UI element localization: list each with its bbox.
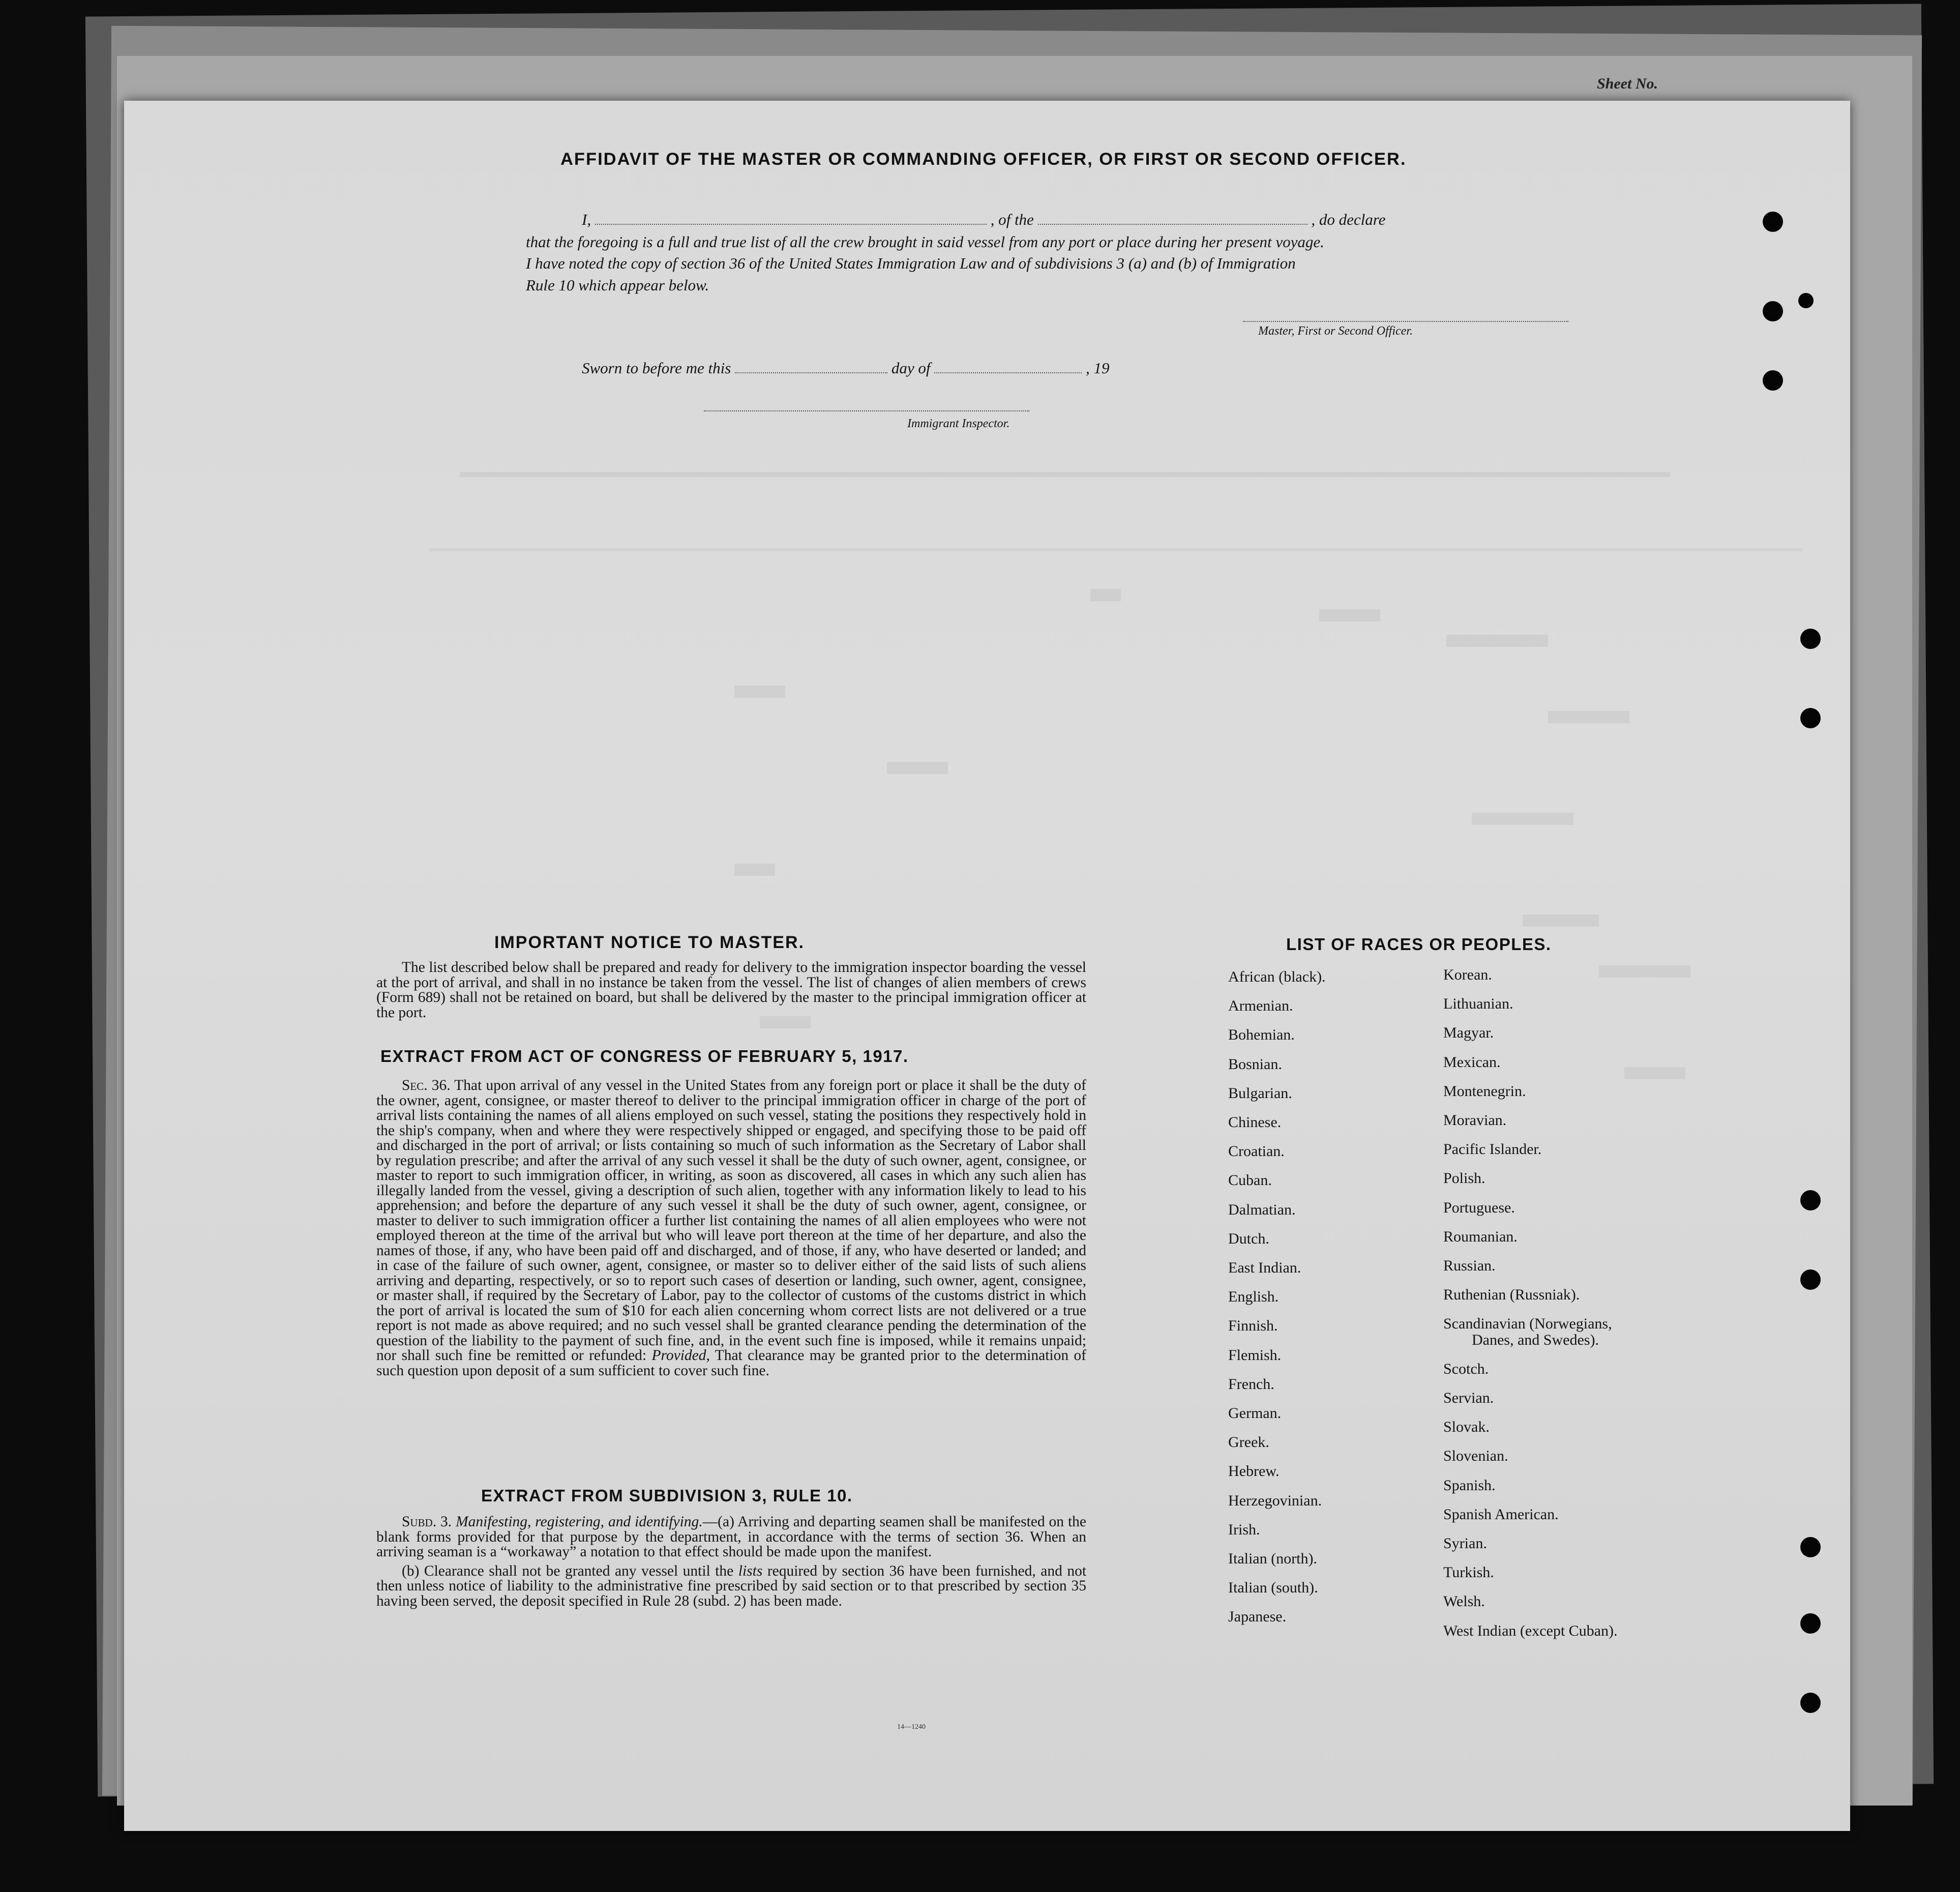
- vessel-blank: [1038, 223, 1308, 225]
- race-item: Servian.: [1443, 1390, 1494, 1407]
- day-of-label: day of: [891, 359, 931, 377]
- rule-text-b1: (b) Clearance shall not be granted any vessel until the: [402, 1562, 734, 1579]
- race-item: Finnish.: [1228, 1317, 1278, 1335]
- affidavit-line1: [582, 211, 1385, 229]
- race-item: Chinese.: [1228, 1114, 1282, 1131]
- act-text: That upon arrival of any vessel in the United States from any foreign port or place it shall be the duty of the owner, agent, consignee, or master thereof to deliver to the principal immigration officer in charge of the port of arrival lists containing the names of all aliens employed on such vessel, stating the positions they respectively hold in the ship's company, when and where they were respectively shipped or engaged, and specifying those to be paid off and discharged in the port of arrival; or lists containing so much of such information as the Secretary of Labor shall by regulation prescribe; and after the arrival of any such vessel it shall be the duty of such owner, agent, consignee, or master to report to such immigration officer, in writing, as soon as discovered, all cases in which any such alien has illegally landed from the vessel, giving a description of such alien, together with any information likely to lead to his apprehension; and before the departure of any such vessel it shall be the duty of such owner, agent, consignee, or master to deliver to such immigration officer a further list containing the names of all alien employees who were not employed thereon at the time of the arrival but who will leave port thereon at the time of her departure, and also the names of those, if any, who have been paid off and discharged, and of those, if any, who have deserted or landed; and in case of the failure of such owner, agent, consignee, or master so to deliver either of the said lists of such aliens arriving and departing, respectively, or so to report such cases of desertion or landing, such owner, agent, consignee, or master shall, if required by the Secretary of Labor, pay to the collector of customs of the customs district in which the port of arrival is located the sum of $10 for each alien concerning whom correct lists are not delivered or a true report is not made as above required; and no such vessel shall be granted clearance pending the determination of the question of the liability to the payment of such fine, and, in the event such fine is imposed, while it remains unpaid; nor shall such fine be remitted or refunded:: [376, 1077, 1086, 1364]
- subdivision-heading: Manifesting, registering, and identifying.: [456, 1514, 703, 1530]
- race-item: African (black).: [1228, 968, 1326, 985]
- affidavit-line3: I have noted the copy of section 36 of the United States Immigration Law and of subdivisions 3 (a) and (b) of Immigration: [526, 254, 1296, 272]
- act-extract-body: [376, 1078, 1086, 1382]
- race-item: Ruthenian (Russniak).: [1443, 1286, 1580, 1304]
- race-item: Irish.: [1228, 1521, 1260, 1538]
- race-item: Hebrew.: [1228, 1463, 1280, 1480]
- affidavit-title: AFFIDAVIT OF THE MASTER OR COMMANDING OFFICER, OR FIRST OR SECOND OFFICER.: [560, 150, 1407, 169]
- race-item: Magyar.: [1443, 1024, 1494, 1042]
- race-item: Korean.: [1443, 966, 1492, 983]
- inspector-label: Immigrant Inspector.: [907, 417, 1010, 430]
- race-item: Scotch.: [1443, 1360, 1489, 1377]
- rule-extract-body: [376, 1515, 1086, 1613]
- race-item: Syrian.: [1443, 1535, 1487, 1552]
- race-item: Dutch.: [1228, 1230, 1269, 1247]
- punch-hole: [1800, 1269, 1821, 1290]
- notice-title: IMPORTANT NOTICE TO MASTER.: [494, 933, 805, 952]
- punch-hole: [1763, 212, 1783, 232]
- manifest-page: [124, 101, 1850, 1831]
- race-item: Roumanian.: [1443, 1228, 1518, 1245]
- race-item: Greek.: [1228, 1434, 1269, 1451]
- race-item: German.: [1228, 1405, 1282, 1422]
- section-label: Sec. 36.: [402, 1077, 451, 1093]
- race-item: Herzegovinian.: [1228, 1492, 1322, 1509]
- race-item: Moravian.: [1443, 1112, 1507, 1129]
- master-signature-line: [1243, 320, 1568, 322]
- notice-text: The list described below shall be prepared and ready for delivery to the immigration inspector boarding the vessel at the port of arrival, and shall in no instance be taken from the vessel. The list of changes of alien members of crews (Form 689) shall not be retained on board, but shall be delivered by the master to the principal immigration officer at the port.: [376, 959, 1086, 1021]
- race-item: Dalmatian.: [1228, 1201, 1296, 1218]
- races-right-column: [1443, 960, 1617, 1645]
- rule-text-a: —(a) Arriving and departing seamen shall be manifested on the blank forms provided for that purpose by the department, in accordance with the terms of section 36. When an arriving seaman is a “workaway” a notation to that effect should be made upon the manifest.: [376, 1514, 1087, 1560]
- notice-text-block: [376, 960, 1086, 1024]
- race-item: Flemish.: [1228, 1346, 1282, 1364]
- race-item: Spanish.: [1443, 1476, 1496, 1494]
- form-number: 14—1240: [897, 1723, 926, 1731]
- race-item: Bosnian.: [1228, 1055, 1282, 1073]
- punch-hole: [1800, 1613, 1821, 1634]
- race-item: Lithuanian.: [1443, 995, 1513, 1013]
- race-item: Cuban.: [1228, 1172, 1272, 1189]
- race-item: Russian.: [1443, 1257, 1496, 1275]
- name-blank: [595, 223, 987, 225]
- race-item: Turkish.: [1443, 1564, 1494, 1581]
- rule-text-b2: required by section 36 have been furnished, and not then unless notice of liability to the administrative fine prescribed by said section or to that prescribed by section 35 having been served, the deposit specified in Rule 28 (subd. 2) has been made.: [376, 1562, 1087, 1609]
- affidavit-of-the: , of the: [990, 211, 1034, 228]
- punch-hole: [1800, 708, 1821, 728]
- race-item: Danes, and Swedes).: [1472, 1331, 1599, 1348]
- punch-hole: [1763, 301, 1783, 321]
- race-item: Bohemian.: [1228, 1026, 1295, 1044]
- race-item: Welsh.: [1443, 1593, 1485, 1610]
- punch-hole: [1798, 293, 1814, 308]
- master-signature-label: Master, First or Second Officer.: [1258, 324, 1413, 338]
- race-item: Italian (north).: [1228, 1550, 1317, 1568]
- race-item: Croatian.: [1228, 1143, 1285, 1160]
- affidavit-line2: that the foregoing is a full and true list of all the crew brought in said vessel from any port or place during her present voyage.: [526, 233, 1324, 251]
- race-item: Slovenian.: [1443, 1447, 1508, 1465]
- race-item: Scandinavian (Norwegians,: [1443, 1315, 1612, 1333]
- lists-word: lists: [738, 1562, 763, 1579]
- race-item: Portuguese.: [1443, 1199, 1515, 1216]
- affidavit-do-declare: , do declare: [1311, 211, 1386, 228]
- sheet-number-label: Sheet No.: [1597, 75, 1658, 92]
- punch-hole: [1800, 1537, 1821, 1557]
- race-item: Japanese.: [1228, 1608, 1287, 1625]
- act-text-end: That clearance may be granted prior to the determination of such question upon deposit of a sum sufficient to cover such fine.: [376, 1347, 1086, 1379]
- sworn-month-blank: [934, 372, 1082, 373]
- rule-extract-title: EXTRACT FROM SUBDIVISION 3, RULE 10.: [481, 1486, 853, 1505]
- year-label: , 19: [1085, 359, 1110, 377]
- punch-hole: [1800, 1693, 1821, 1713]
- race-item: Bulgarian.: [1228, 1084, 1292, 1102]
- race-item: Spanish American.: [1443, 1505, 1559, 1523]
- race-item: Polish.: [1443, 1170, 1486, 1187]
- race-item: Mexican.: [1443, 1053, 1501, 1071]
- sworn-label: Sworn to before me this: [582, 359, 731, 377]
- punch-hole: [1800, 629, 1821, 649]
- inspector-signature-line: [704, 410, 1029, 411]
- race-item: French.: [1228, 1375, 1274, 1393]
- sworn-day-blank: [735, 372, 887, 373]
- race-item: Montenegrin.: [1443, 1082, 1526, 1100]
- subdivision-label: Subd. 3.: [402, 1514, 452, 1530]
- act-extract-title: EXTRACT FROM ACT OF CONGRESS OF FEBRUARY 5, 1917.: [380, 1047, 909, 1066]
- punch-hole: [1763, 370, 1783, 391]
- race-item: West Indian (except Cuban).: [1443, 1622, 1618, 1639]
- race-item: English.: [1228, 1288, 1279, 1306]
- race-item: Pacific Islander.: [1443, 1141, 1542, 1158]
- race-item: East Indian.: [1228, 1259, 1301, 1277]
- affidavit-line4: Rule 10 which appear below.: [526, 276, 709, 294]
- race-item: Armenian.: [1228, 997, 1293, 1015]
- races-title: LIST OF RACES OR PEOPLES.: [1286, 935, 1552, 954]
- races-left-column: [1228, 962, 1326, 1632]
- sworn-line: [582, 359, 1109, 377]
- race-item: Italian (south).: [1228, 1579, 1318, 1597]
- race-item: Slovak.: [1443, 1418, 1490, 1436]
- affidavit-i: I,: [582, 211, 591, 228]
- provided-label: Provided,: [651, 1347, 710, 1364]
- punch-hole: [1800, 1190, 1821, 1210]
